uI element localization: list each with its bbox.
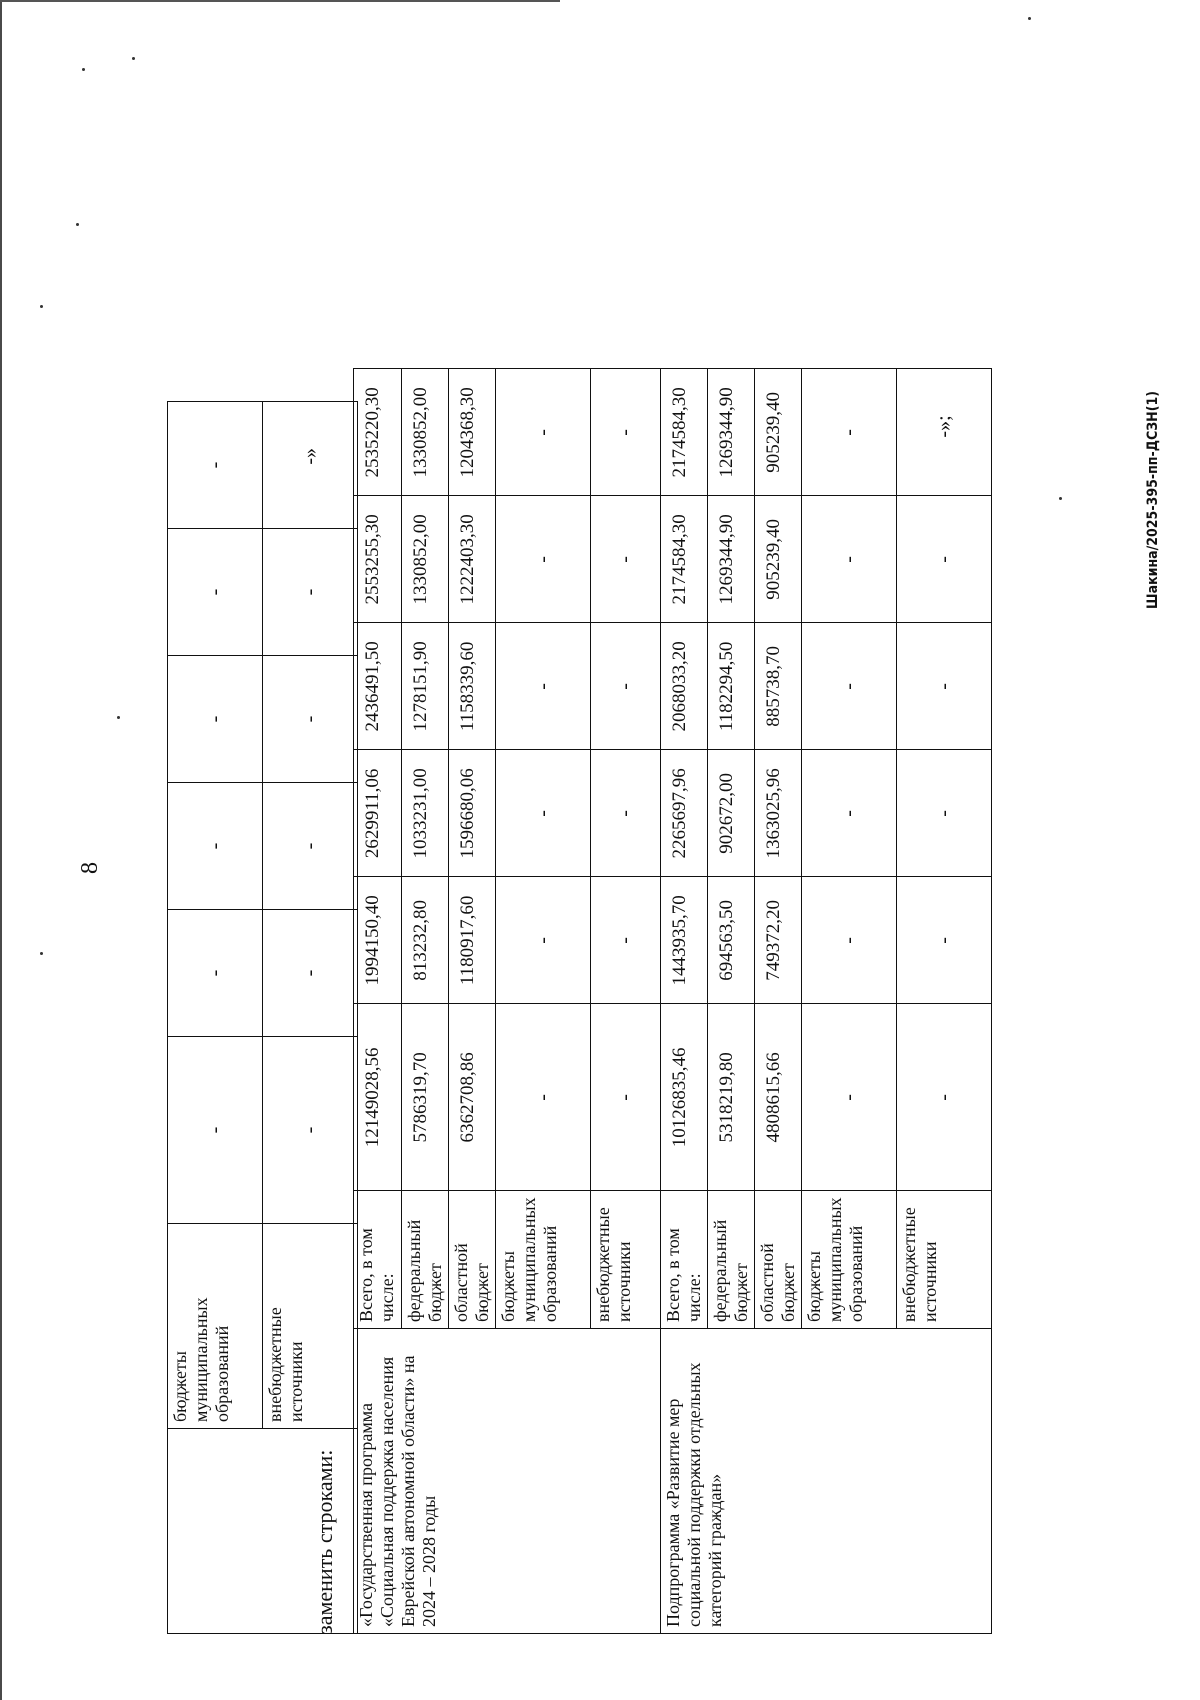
source-cell: внебюджетные источники <box>897 1191 992 1329</box>
source-cell: Всего, в том числе: <box>661 1191 708 1329</box>
value-cell: 1182294,50 <box>708 623 755 750</box>
value-cell: 5786319,70 <box>402 1004 449 1191</box>
value-cell: - <box>263 910 358 1037</box>
scan-speck <box>76 223 79 226</box>
value-cell: - <box>168 402 263 529</box>
value-cell: 813232,80 <box>402 877 449 1004</box>
source-cell: бюджеты муниципальных образований <box>168 1224 263 1429</box>
source-cell: бюджеты муниципальных образований <box>802 1191 897 1329</box>
section-label: заменить строками: <box>312 1449 337 1634</box>
value-cell: - <box>263 529 358 656</box>
value-cell: 2174584,30 <box>661 369 708 496</box>
source-cell: внебюджетные источники <box>591 1191 661 1329</box>
value-cell: 2535220,30 <box>354 369 402 496</box>
source-cell: внебюджетные источники <box>263 1224 358 1429</box>
value-cell: - <box>591 750 661 877</box>
value-cell: - <box>168 783 263 910</box>
value-cell: 1180917,60 <box>449 877 496 1004</box>
scan-speck <box>82 68 85 71</box>
value-cell: 1222403,30 <box>449 496 496 623</box>
scan-speck <box>117 716 120 719</box>
scan-speck <box>40 952 43 955</box>
value-cell: - <box>168 656 263 783</box>
value-cell: - <box>168 910 263 1037</box>
scan-speck <box>1028 17 1031 20</box>
value-cell: - <box>802 750 897 877</box>
value-cell: -»; <box>897 369 992 496</box>
value-cell: - <box>897 623 992 750</box>
value-cell: 1033231,00 <box>402 750 449 877</box>
value-cell: - <box>802 369 897 496</box>
table-replacement <box>353 368 992 1634</box>
value-cell: 1204368,30 <box>449 369 496 496</box>
value-cell: 2265697,96 <box>661 750 708 877</box>
source-cell: бюджеты муниципальных образований <box>496 1191 591 1329</box>
value-cell: 902672,00 <box>708 750 755 877</box>
value-cell: 1330852,00 <box>402 369 449 496</box>
value-cell: 6362708,86 <box>449 1004 496 1191</box>
value-cell: - <box>802 1004 897 1191</box>
value-cell: - <box>496 877 591 1004</box>
value-cell: 905239,40 <box>755 369 802 496</box>
value-cell: - <box>897 1004 992 1191</box>
value-cell: 2553255,30 <box>354 496 402 623</box>
value-cell: - <box>496 623 591 750</box>
value-cell: - <box>496 750 591 877</box>
value-cell: 1269344,90 <box>708 496 755 623</box>
source-cell: федеральный бюджет <box>402 1191 449 1329</box>
value-cell: - <box>168 529 263 656</box>
table-row <box>354 369 402 1634</box>
source-cell: федеральный бюджет <box>708 1191 755 1329</box>
value-cell: - <box>591 877 661 1004</box>
value-cell: - <box>496 369 591 496</box>
document-reference: Шакина/2025-395-пп-ДСЗН(1) <box>1145 391 1161 609</box>
page-number: 8 <box>77 862 103 874</box>
value-cell: 1363025,96 <box>755 750 802 877</box>
value-cell: 1443935,70 <box>661 877 708 1004</box>
value-cell: 905239,40 <box>755 496 802 623</box>
value-cell: 2068033,20 <box>661 623 708 750</box>
scan-border-left <box>0 0 2 1700</box>
value-cell: - <box>897 877 992 1004</box>
value-cell: - <box>802 877 897 1004</box>
value-cell: - <box>802 623 897 750</box>
value-cell: 5318219,80 <box>708 1004 755 1191</box>
table-row <box>168 402 263 1634</box>
value-cell: 1994150,40 <box>354 877 402 1004</box>
value-cell: - <box>263 1037 358 1224</box>
program-name-cell: «Государственная программа «Социальная поддержка населения Еврейской автономной области» на 2024 – 2028 годы <box>354 1329 661 1634</box>
value-cell: 749372,20 <box>755 877 802 1004</box>
value-cell: 2629911,06 <box>354 750 402 877</box>
page-content <box>77 94 1161 1634</box>
scan-speck <box>1059 497 1062 500</box>
value-cell: - <box>263 656 358 783</box>
value-cell: 2174584,30 <box>661 496 708 623</box>
scan-speck <box>40 305 43 308</box>
source-cell: Всего, в том числе: <box>354 1191 402 1329</box>
value-cell: -» <box>263 402 358 529</box>
value-cell: 10126835,46 <box>661 1004 708 1191</box>
scan-speck <box>132 57 135 60</box>
value-cell: 1158339,60 <box>449 623 496 750</box>
source-cell: областной бюджет <box>755 1191 802 1329</box>
value-cell: - <box>496 496 591 623</box>
value-cell: 885738,70 <box>755 623 802 750</box>
table-row <box>661 369 708 1634</box>
value-cell: 1278151,90 <box>402 623 449 750</box>
value-cell: - <box>263 783 358 910</box>
source-cell: областной бюджет <box>449 1191 496 1329</box>
value-cell: - <box>802 496 897 623</box>
value-cell: 4808615,66 <box>755 1004 802 1191</box>
value-cell: - <box>168 1037 263 1224</box>
value-cell: 1330852,00 <box>402 496 449 623</box>
value-cell: - <box>591 1004 661 1191</box>
value-cell: 2436491,50 <box>354 623 402 750</box>
value-cell: 1269344,90 <box>708 369 755 496</box>
value-cell: 12149028,56 <box>354 1004 402 1191</box>
value-cell: - <box>897 750 992 877</box>
value-cell: - <box>591 369 661 496</box>
value-cell: - <box>496 1004 591 1191</box>
value-cell: 694563,50 <box>708 877 755 1004</box>
value-cell: - <box>591 623 661 750</box>
scan-border-top <box>0 0 560 2</box>
value-cell: 1596680,06 <box>449 750 496 877</box>
value-cell: - <box>897 496 992 623</box>
value-cell: - <box>591 496 661 623</box>
program-name-cell: Подпрограмма «Развитие мер социальной поддержки отдельных категорий граждан» <box>661 1329 992 1634</box>
